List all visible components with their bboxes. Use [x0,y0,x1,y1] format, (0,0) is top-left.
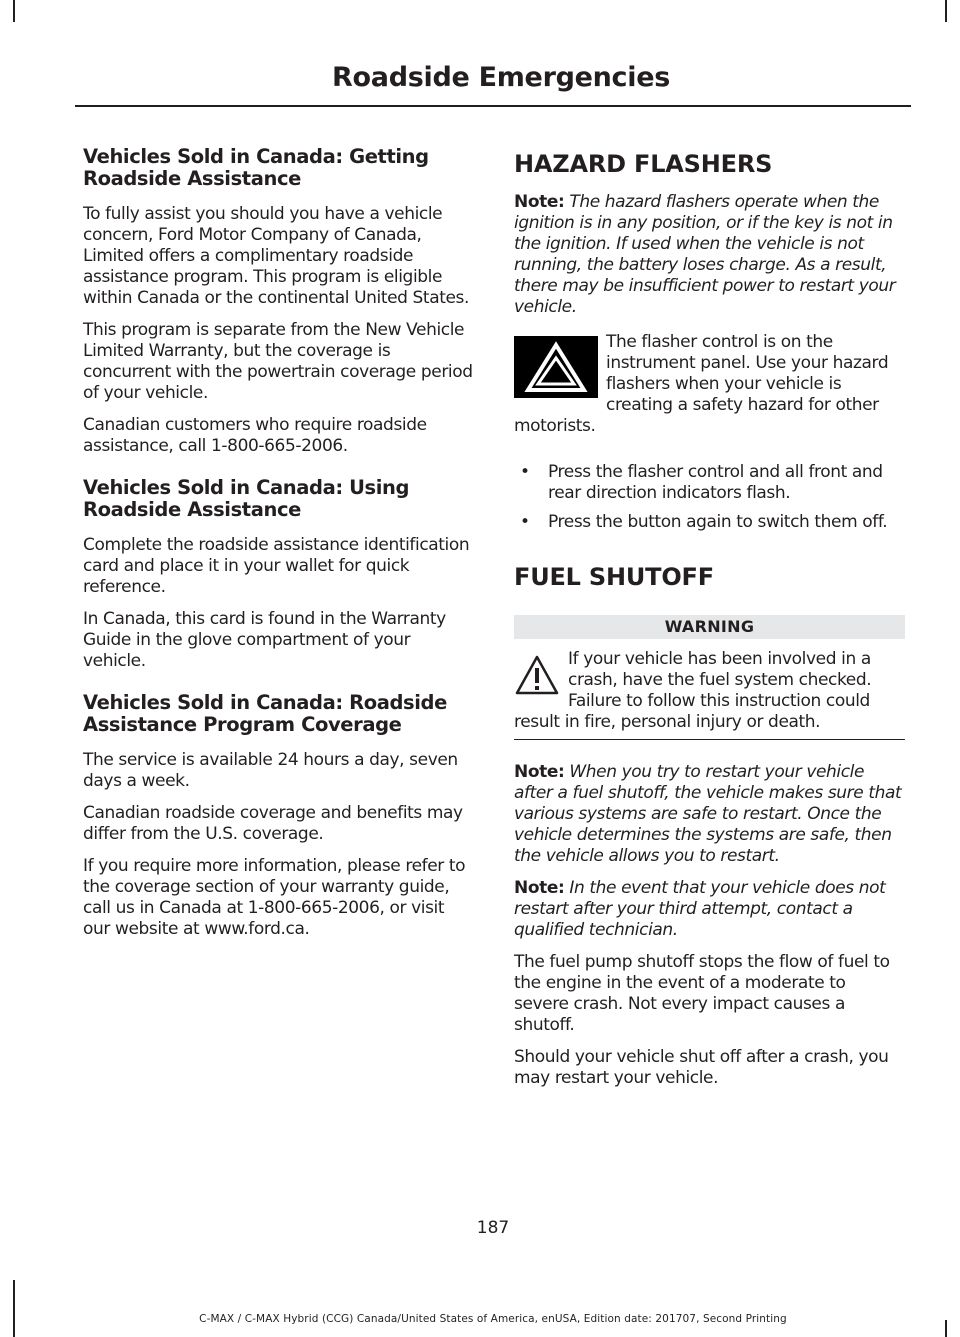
paragraph: In Canada, this card is found in the Warranty Guide in the glove compartment of your vehicle. [83,609,446,671]
left-column [83,146,474,951]
edition-footer: C-MAX / C-MAX Hybrid (CCG) Canada/United States of America, enUSA, Edition date: 201707, Second Printing [199,1313,787,1325]
page-header-title: Roadside Emergencies [332,62,670,93]
crop-mark-top-right [945,0,947,22]
section-heading-using-assistance: Vehicles Sold in Canada: Using Roadside Assistance [83,476,410,521]
paragraph: Canadian roadside coverage and benefits may differ from the U.S. coverage. [83,803,463,844]
list-item: • Press the button again to switch them off. [514,512,905,533]
list-item: • Press the flasher control and all front and rear direction indicators flash. [514,462,905,504]
note-text: In the event that your vehicle does not restart after your third attempt, contact a qualified technician. [514,878,886,940]
section-heading-hazard-flashers: HAZARD FLASHERS [514,150,773,178]
hazard-paragraph-with-icon [514,332,905,448]
fuel-note-2 [514,878,905,941]
hazard-triangle-icon [514,334,598,400]
crop-mark-top-left [13,0,15,22]
hazard-note [514,192,905,318]
paragraph: The service is available 24 hours a day, seven days a week. [83,750,458,791]
paragraph: Should your vehicle shut off after a crash, you may restart your vehicle. [514,1047,889,1088]
warning-body [514,639,905,740]
warning-label: WARNING [514,615,905,639]
note-label: Note: [514,878,565,898]
paragraph: Complete the roadside assistance identification card and place it in your wallet for quick reference. [83,535,470,597]
warning-text: If your vehicle has been involved in a crash, have the fuel system checked. Failure to follow this instruction could result in fire, personal injury or death. [514,649,872,732]
crop-mark-bottom-left [13,1280,15,1337]
paragraph: Canadian customers who require roadside assistance, call 1-800-665-2006. [83,415,427,456]
paragraph: If you require more information, please refer to the coverage section of your warranty guide, call us in Canada at 1-800-665-2006, or visit our website at www.ford.ca. [83,856,466,939]
section-heading-getting-assistance: Vehicles Sold in Canada: Getting Roadside Assistance [83,145,429,190]
header-rule [75,105,911,107]
page-number: 187 [476,1218,510,1238]
hazard-bullet-list [514,462,905,533]
note-label: Note: [514,192,565,212]
note-text: The hazard flashers operate when the ignition is in any position, or if the key is not in the ignition. If used when the vehicle is not running, the battery loses charge. As a result, there may be insufficient power to restart your vehicle. [514,192,896,317]
paragraph: The flasher control is on the instrument panel. Use your hazard flashers when your vehicle is creating a safety hazard for other motorists. [514,332,889,436]
note-label: Note: [514,762,565,782]
warning-triangle-icon [514,653,560,699]
right-column [514,146,905,1100]
paragraph: The fuel pump shutoff stops the flow of fuel to the engine in the event of a moderate to severe crash. Not every impact causes a shutoff. [514,952,890,1035]
paragraph: This program is separate from the New Vehicle Limited Warranty, but the coverage is concurrent with the powertrain coverage period of your vehicle. [83,320,473,403]
section-heading-program-coverage: Vehicles Sold in Canada: Roadside Assistance Program Coverage [83,691,447,736]
section-heading-fuel-shutoff: FUEL SHUTOFF [514,563,714,591]
warning-box [514,615,905,740]
paragraph: To fully assist you should you have a vehicle concern, Ford Motor Company of Canada, Limited offers a complimentary roadside assistance program. This program is eligible within Canada or the continental United States. [83,204,470,308]
note-text: When you try to restart your vehicle after a fuel shutoff, the vehicle makes sure that various systems are safe to restart. Once the vehicle determines the systems are safe, then the vehicle allows you to restart. [514,762,902,866]
fuel-note-1 [514,762,905,867]
